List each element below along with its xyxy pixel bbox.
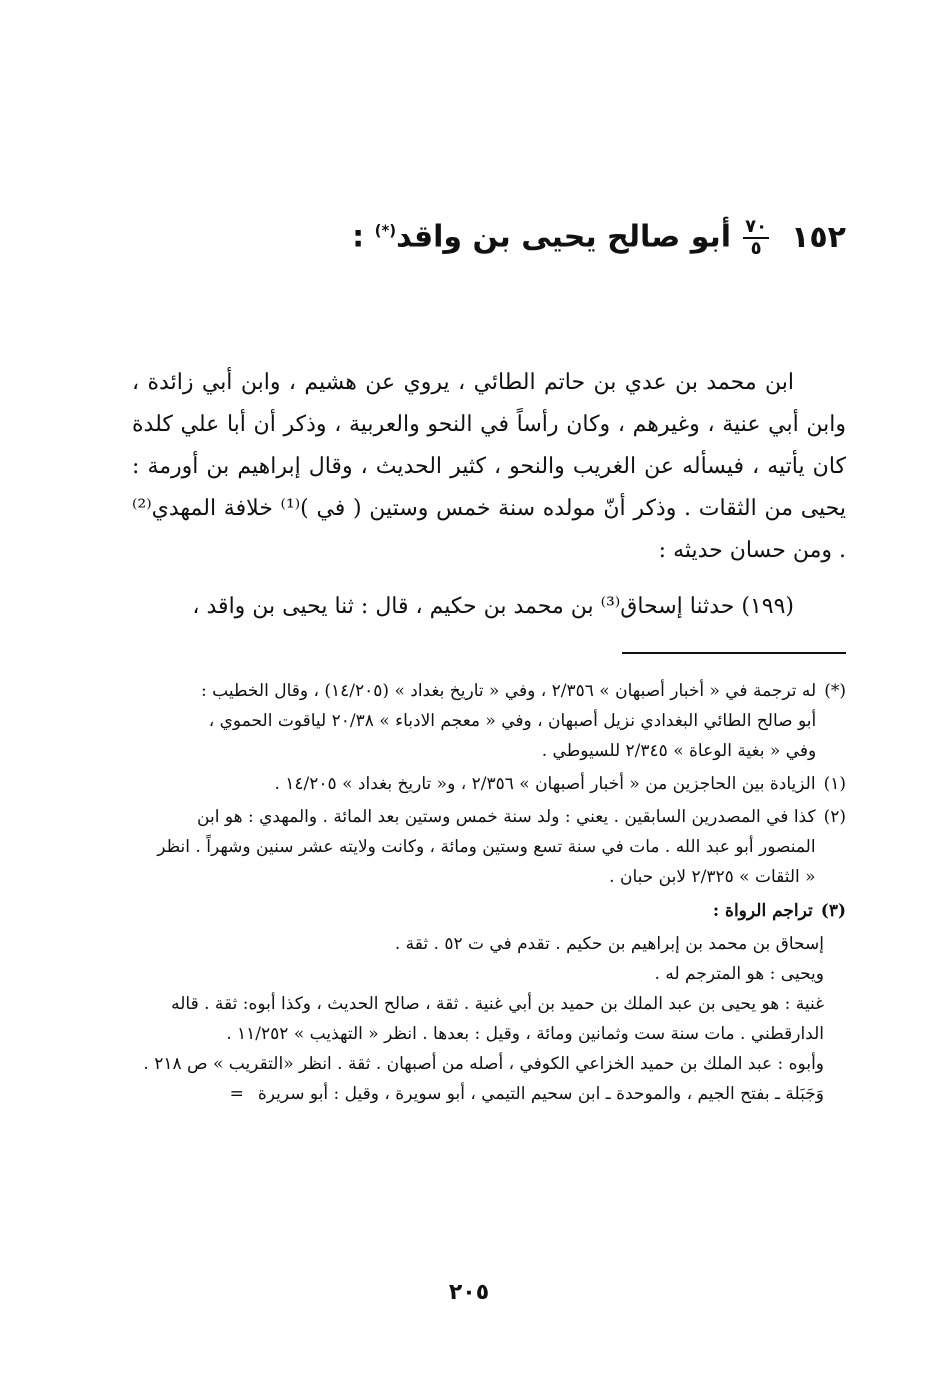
narrator-name: أبو صالح يحيى بن واقد <box>396 219 732 255</box>
page-number: ٢٠٥ <box>448 1280 490 1305</box>
entry-number: ١٥٢ <box>791 219 846 255</box>
footnote-title: تراجم الرواة : <box>712 901 813 921</box>
footnote-divider <box>622 652 846 654</box>
footnote-line: « الثقات » ٢/٣٢٥ لابن حبان . <box>609 867 816 887</box>
footnote-text <box>132 769 816 799</box>
footnote-mark: (٢) <box>823 807 846 827</box>
footnotes <box>132 676 846 1109</box>
biography-paragraph: ابن محمد بن عدي بن حاتم الطائي ، يروي عن هشيم ، وابن أبي زائدة ، وابن أبي عنية ، وغيرهم ، وكان رأساً في النحو والعربية ، وذكر أن أبا علي كلدة كان يأتيه ، فيسأله عن الغريب والنحو ، كثير الحديث ، وقال إبراهيم بن أورمة : يحيى من الثقات . وذكر أنّ مولده سنة خمس وستين ( في )⁽¹⁾ خلافة المهدي⁽²⁾ . ومن حسان حديثه : <box>132 370 846 563</box>
footnote-mark: (*) <box>824 681 846 701</box>
narrator-entry: غنية : هو يحيى بن عبد الملك بن حميد بن أبي غنية . ثقة ، صالح الحديث ، وكذا أبوه: ثقة . قاله الدارقطني . مات سنة ست وثمانين ومائة ، وقيل : بعدها . انظر « التهذيب » ١١/٢٥٢ . <box>171 994 824 1044</box>
marginal-code-bottom: ٥ <box>750 238 762 259</box>
footnote-line: المنصور أبو عبد الله . مات في سنة تسع وستين ومائة ، وكانت ولايته عشر سنين وشهراً . انظر <box>157 837 816 857</box>
narrator-entry: إسحاق بن محمد بن إبراهيم بن حكيم . تقدم في ت ٥٢ . ثقة . <box>394 934 824 954</box>
entry-heading <box>286 218 846 258</box>
narrator-entry <box>132 1079 824 1109</box>
heading-note-ref: (*) <box>374 221 397 240</box>
footnote-mark: (١) <box>823 774 846 794</box>
continuation-mark: = <box>229 1084 244 1104</box>
footnote-line: الزيادة بين الحاجزين من « أخبار أصبهان » ٢/٣٥٦ ، و« تاريخ بغداد » ١٤/٢٠٥ . <box>274 774 816 794</box>
footnote-3 <box>132 896 846 926</box>
footnote-mark: (٣) <box>820 901 846 921</box>
footnote-2 <box>132 802 846 892</box>
footnote-line: له ترجمة في « أخبار أصبهان » ٢/٣٥٦ ، وفي « تاريخ بغداد » (١٤/٢٠٥) ، وقال الخطيب : <box>201 681 817 701</box>
footnote-line: أبو صالح الطائي البغدادي نزيل أصبهان ، وفي « معجم الادباء » ٢٠/٣٨ لياقوت الحموي ، <box>208 711 817 731</box>
footnote-line: كذا في المصدرين السابقين . يعني : ولد سنة خمس وستين بعد المائة . والمهدي : هو ابن <box>197 807 816 827</box>
narrator-list <box>132 929 846 1109</box>
marginal-code <box>743 218 769 258</box>
narrator-entry-text: وَجَبَلة ـ بفتح الجيم ، والموحدة ـ ابن سحيم التيمي ، أبو سويرة ، وقيل : أبو سريرة <box>257 1084 824 1104</box>
footnote-text <box>132 802 816 892</box>
narrator-entry: ويحيى : هو المترجم له . <box>654 964 824 984</box>
footnote-text <box>132 676 816 766</box>
footnote-star <box>132 676 846 766</box>
heading-colon: : <box>352 219 365 255</box>
footnote-1 <box>132 769 846 799</box>
entry-body <box>132 362 846 628</box>
marginal-code-top: ٧٠ <box>745 216 768 237</box>
footnote-line: وفي « بغية الوعاة » ٢/٣٤٥ للسيوطي . <box>541 741 817 761</box>
narrator-entry: وأبوه : عبد الملك بن حميد الخزاعي الكوفي ، أصله من أصبهان . ثقة . انظر «التقريب » ص ٢١٨ . <box>143 1054 824 1074</box>
hadith-opening: (١٩٩) حدثنا إسحاق⁽³⁾ بن محمد بن حكيم ، قال : ثنا يحيى بن واقد ، <box>192 594 794 619</box>
